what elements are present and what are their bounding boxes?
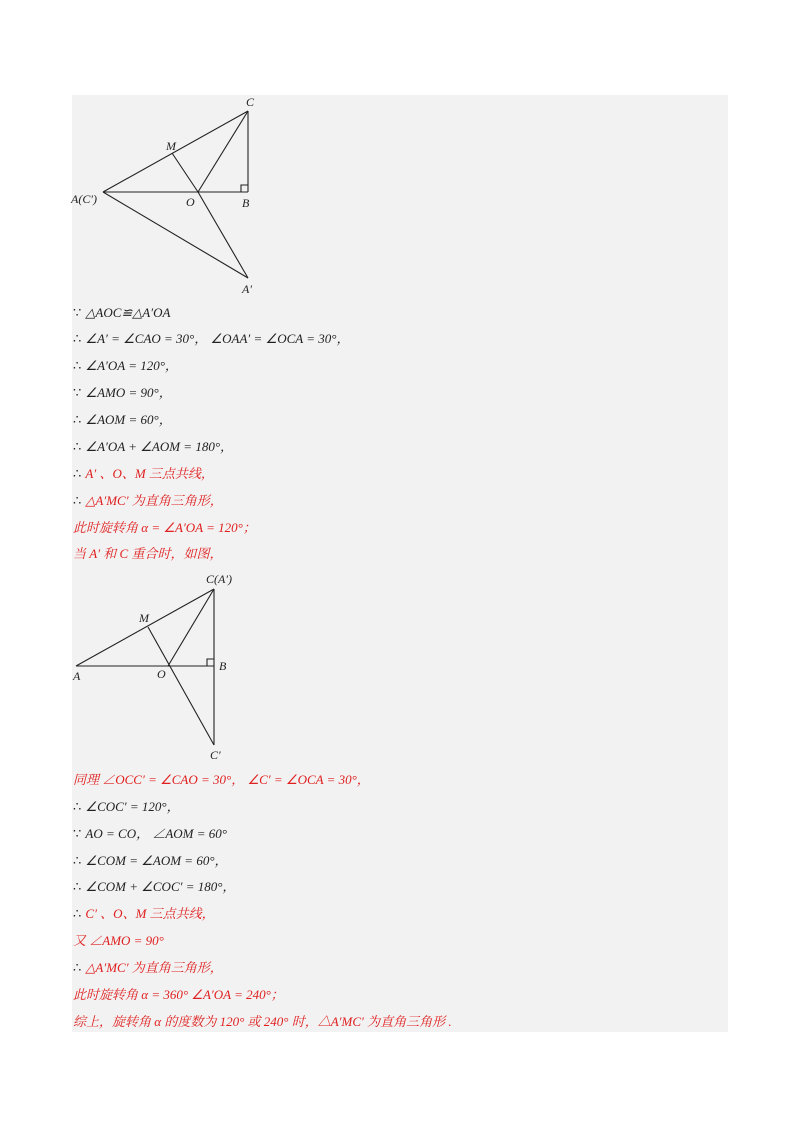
figure-1-diagram	[60, 92, 300, 302]
proof-line-12: ∴ ∠COC′ = 120°，	[73, 799, 180, 815]
label-O: O	[186, 195, 195, 209]
proof-line-13: ∵ AO = CO， ∠AOM = 60°	[73, 826, 227, 842]
figure-2-diagram	[60, 568, 260, 768]
proof-line-14: ∴ ∠COM = ∠AOM = 60°，	[73, 853, 228, 869]
proof-line-19: 此时旋转角 α = 360° ∠A′OA = 240°；	[73, 987, 284, 1002]
right-angle-mark	[241, 185, 248, 192]
proof-line-2: ∴ ∠A′ = ∠CAO = 30°， ∠OAA′ = ∠OCA = 30°，	[73, 331, 350, 347]
proof-line-20: 综上，旋转角 α 的度数为 120° 或 240° 时，△A′MC′ 为直角三角形 .	[73, 1014, 452, 1029]
proof-line-11: 同理 ∠OCC′ = ∠CAO = 30°， ∠C′ = ∠OCA = 30°，	[73, 772, 370, 787]
proof-line-9: 此时旋转角 α = ∠A′OA = 120°；	[73, 520, 256, 535]
segment-OC	[198, 111, 248, 192]
label-A: A	[73, 669, 81, 683]
proof-line-17: 又 ∠AMO = 90°	[73, 933, 164, 948]
label-M: M	[166, 139, 176, 153]
label-C: C	[246, 95, 255, 109]
proof-line-18: ∴ △A′MC′ 为直角三角形，	[73, 960, 223, 976]
proof-line-10: 当 A′ 和 C 重合时，如图，	[73, 546, 223, 561]
proof-line-5: ∴ ∠AOM = 60°，	[73, 412, 172, 428]
segment-MO	[172, 153, 198, 192]
label-B: B	[242, 196, 250, 210]
right-angle-mark	[207, 659, 214, 666]
proof-line-15: ∴ ∠COM + ∠COC′ = 180°，	[73, 879, 236, 895]
proof-line-3: ∴ ∠A′OA = 120°，	[73, 358, 178, 374]
segment-AC	[76, 589, 214, 666]
proof-line-16: ∴ C′ 、O、M 三点共线，	[73, 906, 215, 922]
label-O: O	[157, 667, 166, 681]
label-A: A(C′)	[71, 192, 97, 206]
segment-AA-prime	[103, 192, 248, 278]
label-C-prime: C′	[210, 748, 221, 762]
segment-OA-prime	[198, 192, 248, 278]
proof-line-4: ∵ ∠AMO = 90°，	[73, 385, 172, 401]
proof-line-7: ∴ A′ 、O、M 三点共线，	[73, 466, 214, 482]
proof-line-6: ∴ ∠A′OA + ∠AOM = 180°，	[73, 439, 234, 455]
segment-OC	[168, 589, 214, 666]
label-M: M	[139, 611, 149, 625]
label-A-prime: A′	[242, 282, 252, 296]
label-B: B	[219, 659, 227, 673]
proof-line-8: ∴ △A′MC′ 为直角三角形，	[73, 493, 223, 509]
proof-line-1: ∵ △AOC≌△A′OA	[73, 305, 171, 321]
label-C: C(A′)	[206, 572, 232, 586]
